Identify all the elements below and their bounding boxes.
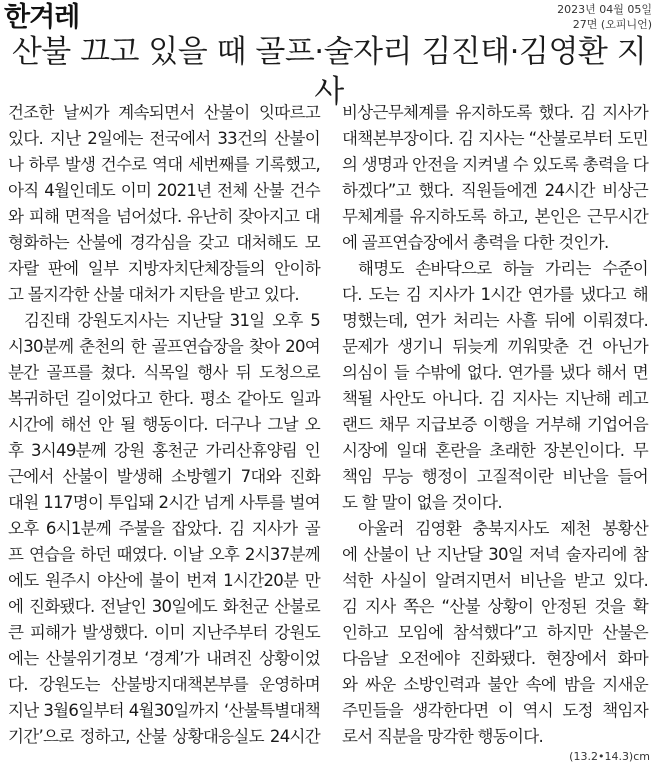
article-text-line: 에 골프연습장에서 총력을 다한 것인가. bbox=[342, 233, 609, 252]
article-text-line: 다. 도는 김 지사가 1시간 연가를 냈다고 해 bbox=[342, 285, 648, 304]
article-text-line: 하겠다”고 했다. 직원들에겐 24시간 비상근 bbox=[342, 181, 648, 200]
article-text-line: 대책본부장이다. 김 지사는 “산불로부터 도민 bbox=[342, 129, 648, 148]
article-column-left bbox=[8, 100, 320, 750]
article-text-line: 시30분께 춘천의 한 골프연습장을 찾아 20여 bbox=[8, 337, 320, 356]
article-text-line: 아울러 김영환 충북지사도 제천 봉황산 bbox=[358, 519, 648, 538]
article-text-line: 문제가 생기니 뒤늦게 끼워맞춘 건 아닌가 bbox=[342, 337, 648, 356]
article-text-line: 지난 3월6일부터 4월30일까지 ‘산불특별대책 bbox=[8, 701, 320, 720]
page-section: 27면 (오피니언) bbox=[572, 18, 652, 31]
newspaper-logo: 한겨레 bbox=[4, 2, 80, 33]
article-text-line: 비상근무체계를 유지하도록 했다. 김 지사가 bbox=[342, 103, 648, 122]
article-text-line: 에는 산불위기경보 ‘경계’가 내려진 상황이었 bbox=[8, 649, 320, 668]
article-text-line: 해명도 손바닥으로 하늘 가리는 수준이 bbox=[358, 259, 648, 278]
article-text-line: 로서 직분을 망각한 행동이다. bbox=[342, 727, 544, 746]
article-text-line: 고 몰지각한 산불 대처가 지탄을 받고 있다. bbox=[8, 285, 299, 304]
clipping-size: (13.2•14.3)cm bbox=[569, 750, 650, 763]
article-text-line: 기간’으로 정하고, 산불 상황대응실도 24시간 bbox=[8, 727, 320, 746]
article-text-line: 와 피해 면적을 넘어섰다. 유난히 잦아지고 대 bbox=[8, 207, 320, 226]
article-text-line: 랜드 채무 지급보증 이행을 거부해 기업어음 bbox=[342, 415, 648, 434]
article-text-line: 형화하는 산불에 경각심을 갖고 대처해도 모 bbox=[8, 233, 320, 252]
article-text-line: 인하고 모임에 참석했다”고 하지만 산불은 bbox=[342, 623, 648, 642]
article-text-line: 아직 4월인데도 이미 2021년 전체 산불 건수 bbox=[8, 181, 320, 200]
article-text-line: 책될 사안도 아니다. 김 지사는 지난해 레고 bbox=[342, 389, 648, 408]
article-text-line: 책임 무능 행정이 고질적이란 비난을 들어 bbox=[342, 467, 648, 486]
article-text-line: 복귀하던 길이었다고 한다. 평소 같아도 일과 bbox=[8, 389, 320, 408]
article-text-line: 다. 강원도는 산불방지대책본부를 운영하며 bbox=[8, 675, 320, 694]
article-text-line: 오후 6시1분께 주불을 잡았다. 김 지사가 골 bbox=[8, 519, 320, 538]
article-text-line: 에 산불이 난 지난달 30일 저녁 술자리에 참 bbox=[342, 545, 648, 564]
article-text-line: 다음날 오전에야 진화됐다. 현장에서 화마 bbox=[342, 649, 648, 668]
article-text-line: 시장에 일대 혼란을 초래한 장본인이다. 무 bbox=[342, 441, 648, 460]
article-text-line: 명했는데, 연가 처리는 사흘 뒤에 이뤄졌다. bbox=[342, 311, 648, 330]
article-text-line: 있다. 지난 2일에는 전국에서 33건의 산불이 bbox=[8, 129, 320, 148]
article-text-line: 자랄 판에 일부 지방자치단체장들의 안이하 bbox=[8, 259, 320, 278]
article-text-line: 에 진화됐다. 전날인 30일에도 화천군 산불로 bbox=[8, 597, 320, 616]
article-text-line: 대원 117명이 투입돼 2시간 넘게 사투를 벌여 bbox=[8, 493, 320, 512]
article-text-line: 후 3시49분께 강원 홍천군 가리산휴양림 인 bbox=[8, 441, 320, 460]
article-text-line: 와 싸운 소방인력과 불안 속에 밤을 지새운 bbox=[342, 675, 648, 694]
article-text-line: 김진태 강원도지사는 지난달 31일 오후 5 bbox=[24, 311, 320, 330]
article-text-line: 분간 골프를 쳤다. 식목일 행사 뒤 도청으로 bbox=[8, 363, 320, 382]
article-text-line: 시간에 해선 안 될 행동이다. 더구나 그날 오 bbox=[8, 415, 320, 434]
publication-date: 2023년 04월 05일 bbox=[557, 3, 652, 16]
article-text-line: 프 연습을 하던 때였다. 이날 오후 2시37분께 bbox=[8, 545, 320, 564]
article-text-line: 주민들을 생각한다면 이 역시 도정 책임자 bbox=[342, 701, 648, 720]
article-title: 산불 끄고 있을 때 골프·술자리 김진태·김영환 지사 bbox=[11, 34, 647, 110]
article-column-right bbox=[342, 100, 648, 750]
article-text-line: 의 생명과 안전을 지켜낼 수 있도록 총력을 다 bbox=[342, 155, 649, 174]
article-text-line: 건조한 날씨가 계속되면서 산불이 잇따르고 bbox=[8, 103, 320, 122]
article-text-line: 의심이 들 수밖에 없다. 연가를 냈다 해서 면 bbox=[342, 363, 648, 382]
article-text-line: 김 지사 쪽은 “산불 상황이 안정된 것을 확 bbox=[342, 597, 648, 616]
publication-info bbox=[557, 2, 652, 32]
article-text-line: 무체계를 유지하도록 하고, 본인은 근무시간 bbox=[342, 207, 648, 226]
article-text-line: 나 하루 발생 건수로 역대 세번째를 기록했고, bbox=[8, 155, 320, 174]
article-text-line: 에도 원주시 야산에 불이 번져 1시간20분 만 bbox=[8, 571, 320, 590]
article-text-line: 석한 사실이 알려지면서 비난을 받고 있다. bbox=[342, 571, 648, 590]
article-text-line: 근에서 산불이 발생해 소방헬기 7대와 진화 bbox=[8, 467, 320, 486]
article-text-line: 도 할 말이 없을 것이다. bbox=[342, 493, 502, 512]
article-text-line: 큰 피해가 발생했다. 이미 지난주부터 강원도 bbox=[8, 623, 320, 642]
